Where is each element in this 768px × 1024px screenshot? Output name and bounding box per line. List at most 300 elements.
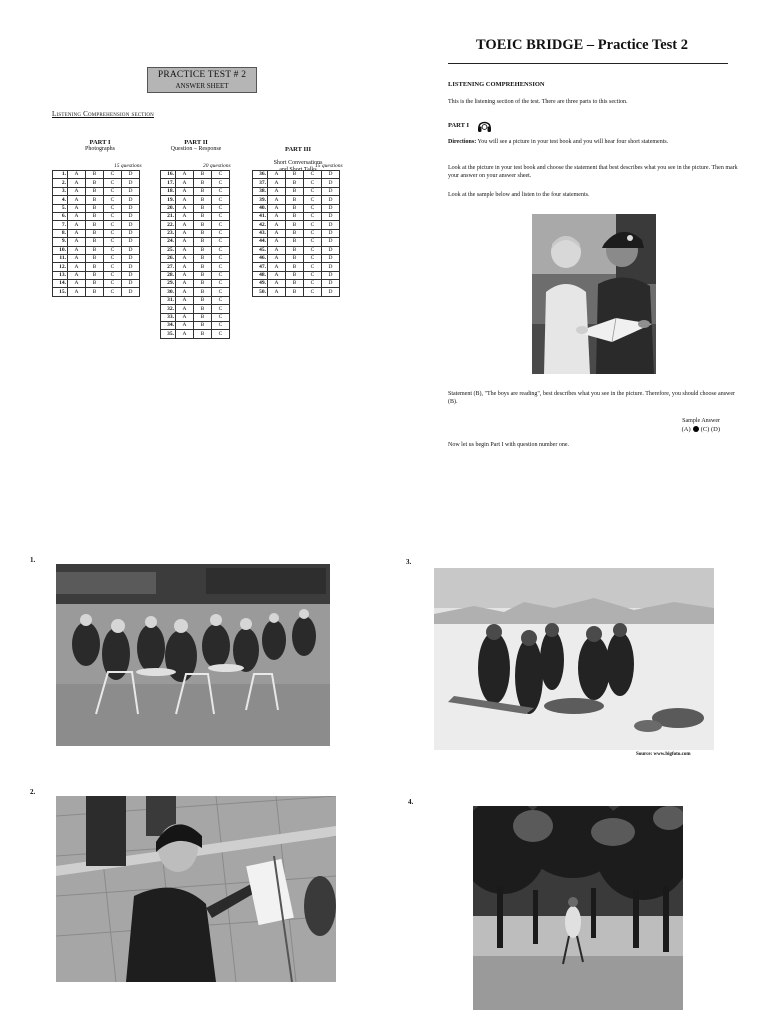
question-number: 22.	[161, 221, 176, 229]
answer-row	[161, 305, 230, 313]
directions-label: Directions:	[448, 139, 477, 145]
answer-choice-d[interactable]: D	[322, 179, 340, 187]
answer-choice-c[interactable]: C	[304, 204, 322, 212]
answer-choice-b[interactable]: B	[194, 313, 212, 321]
answer-choice-c[interactable]: C	[104, 246, 122, 254]
answer-row	[53, 280, 140, 288]
answer-row	[53, 263, 140, 271]
answer-row	[161, 288, 230, 296]
answer-choice-b[interactable]: B	[86, 288, 104, 296]
answer-choice-b[interactable]: B	[286, 221, 304, 229]
answer-choice-a[interactable]: A	[68, 204, 86, 212]
sample-option-a: (A)	[681, 426, 691, 433]
answer-row	[53, 288, 140, 296]
begin-instruction: Now let us begin Part I with question number one.	[448, 442, 569, 448]
answer-choice-c[interactable]: C	[104, 221, 122, 229]
answer-choice-d[interactable]: D	[322, 238, 340, 246]
question-number: 44.	[253, 238, 268, 246]
answer-choice-d[interactable]: D	[122, 288, 140, 296]
question-3-photo-snow	[434, 568, 714, 750]
question-3-number: 3.	[406, 558, 412, 566]
answer-choice-b[interactable]: B	[194, 179, 212, 187]
answer-choice-b[interactable]: B	[194, 196, 212, 204]
answer-choice-b[interactable]: B	[194, 171, 212, 179]
listening-instructions-page	[432, 26, 750, 466]
answer-choice-b[interactable]: B	[86, 246, 104, 254]
answer-choice-b[interactable]: B	[286, 179, 304, 187]
answer-choice-c[interactable]: C	[104, 288, 122, 296]
answer-choice-a[interactable]: A	[176, 187, 194, 195]
answer-choice-c[interactable]: C	[304, 288, 322, 296]
answer-choice-d[interactable]: D	[122, 229, 140, 237]
answer-choice-a[interactable]: A	[176, 179, 194, 187]
answer-choice-c[interactable]: C	[304, 196, 322, 204]
answer-choice-c[interactable]: C	[212, 263, 230, 271]
answer-row	[161, 296, 230, 304]
answer-choice-c[interactable]: C	[104, 280, 122, 288]
answer-row	[253, 246, 340, 254]
answer-choice-a[interactable]: A	[176, 280, 194, 288]
answer-choice-a[interactable]: A	[176, 330, 194, 338]
question-number: 27.	[161, 263, 176, 271]
question-2-number: 2.	[30, 788, 36, 796]
answer-row	[253, 187, 340, 195]
answer-sheet-title: PRACTICE TEST # 2	[157, 70, 247, 80]
answer-row	[253, 196, 340, 204]
answer-choice-b[interactable]: B	[86, 254, 104, 262]
answer-choice-c[interactable]: C	[304, 238, 322, 246]
answer-row	[161, 171, 230, 179]
question-number: 9.	[53, 238, 68, 246]
answer-row	[253, 238, 340, 246]
question-number: 37.	[253, 179, 268, 187]
question-1-number: 1.	[30, 556, 36, 564]
answer-choice-c[interactable]: C	[304, 212, 322, 220]
sample-option-d: (D)	[710, 426, 720, 433]
answer-choice-a[interactable]: A	[268, 263, 286, 271]
answer-row	[161, 229, 230, 237]
answer-choice-b[interactable]: B	[86, 280, 104, 288]
answer-choice-c[interactable]: C	[104, 179, 122, 187]
question-number: 46.	[253, 254, 268, 262]
question-4-photo-park	[473, 806, 683, 1010]
answer-choice-c[interactable]: C	[304, 187, 322, 195]
answer-choice-b[interactable]: B	[286, 229, 304, 237]
answer-choice-b[interactable]: B	[194, 288, 212, 296]
answer-choice-b[interactable]: B	[194, 271, 212, 279]
question-number: 40.	[253, 204, 268, 212]
answer-row	[53, 179, 140, 187]
question-number: 18.	[161, 187, 176, 195]
part-2-answer-grid	[160, 170, 230, 339]
answer-choice-b[interactable]: B	[286, 288, 304, 296]
part-1-answer-grid	[52, 170, 140, 297]
answer-choice-c[interactable]: C	[304, 271, 322, 279]
answer-choice-c[interactable]: C	[212, 212, 230, 220]
answer-choice-c[interactable]: C	[212, 313, 230, 321]
answer-row	[161, 187, 230, 195]
answer-choice-c[interactable]: C	[212, 288, 230, 296]
answer-choice-b[interactable]: B	[286, 271, 304, 279]
answer-choice-a[interactable]: A	[176, 204, 194, 212]
answer-choice-b[interactable]: B	[286, 263, 304, 271]
answer-row	[161, 212, 230, 220]
listening-intro: This is the listening section of the test. There are three parts to this section.	[448, 99, 628, 105]
answer-choice-b[interactable]: B	[286, 212, 304, 220]
answer-choice-c[interactable]: C	[104, 263, 122, 271]
answer-choice-a[interactable]: A	[268, 238, 286, 246]
answer-choice-a[interactable]: A	[68, 171, 86, 179]
answer-choice-a[interactable]: A	[68, 212, 86, 220]
answer-row	[161, 204, 230, 212]
sample-option-c: (C)	[700, 426, 710, 433]
answer-choice-b[interactable]: B	[286, 246, 304, 254]
answer-sheet-title-box	[147, 67, 257, 93]
answer-choice-a[interactable]: A	[176, 221, 194, 229]
answer-choice-b[interactable]: B	[86, 179, 104, 187]
answer-row	[253, 263, 340, 271]
answer-choice-c[interactable]: C	[212, 221, 230, 229]
answer-choice-d[interactable]: D	[322, 221, 340, 229]
question-number: 47.	[253, 263, 268, 271]
answer-choice-d[interactable]: D	[322, 196, 340, 204]
answer-choice-a[interactable]: A	[68, 187, 86, 195]
answer-choice-a[interactable]: A	[268, 171, 286, 179]
question-number: 49.	[253, 280, 268, 288]
answer-choice-a[interactable]: A	[176, 271, 194, 279]
answer-row	[161, 322, 230, 330]
answer-choice-a[interactable]: A	[268, 288, 286, 296]
answer-row	[161, 238, 230, 246]
question-number: 15.	[53, 288, 68, 296]
answer-choice-c[interactable]: C	[304, 229, 322, 237]
answer-row	[53, 271, 140, 279]
answer-choice-a[interactable]: A	[176, 212, 194, 220]
answer-row	[253, 204, 340, 212]
photos-page-right	[396, 540, 742, 1014]
answer-choice-d[interactable]: D	[322, 263, 340, 271]
answer-choice-b[interactable]: B	[86, 212, 104, 220]
answer-choice-a[interactable]: A	[176, 229, 194, 237]
answer-choice-b[interactable]: B	[86, 196, 104, 204]
answer-row	[53, 229, 140, 237]
part-1-desc: Photographs	[85, 146, 115, 152]
answer-choice-d[interactable]: D	[322, 229, 340, 237]
question-number: 3.	[53, 187, 68, 195]
question-number: 6.	[53, 212, 68, 220]
answer-choice-c[interactable]: C	[104, 254, 122, 262]
question-1-photo-cafe	[56, 564, 330, 746]
answer-choice-d[interactable]: D	[122, 221, 140, 229]
question-2-photo-artist	[56, 796, 336, 982]
answer-row	[253, 254, 340, 262]
sample-answer-options	[682, 426, 720, 433]
answer-row	[253, 229, 340, 237]
answer-choice-b[interactable]: B	[194, 238, 212, 246]
answer-choice-a[interactable]: A	[68, 179, 86, 187]
answer-choice-a[interactable]: A	[68, 254, 86, 262]
answer-choice-a[interactable]: A	[176, 254, 194, 262]
answer-choice-a[interactable]: A	[176, 246, 194, 254]
answer-choice-b[interactable]: B	[286, 238, 304, 246]
answer-row	[161, 313, 230, 321]
answer-choice-a[interactable]: A	[176, 171, 194, 179]
answer-choice-a[interactable]: A	[176, 263, 194, 271]
answer-choice-c[interactable]: C	[304, 246, 322, 254]
answer-choice-d[interactable]: D	[322, 212, 340, 220]
answer-choice-a[interactable]: A	[68, 196, 86, 204]
answer-choice-a[interactable]: A	[68, 229, 86, 237]
directions-text	[448, 138, 744, 146]
question-number: 30.	[161, 288, 176, 296]
answer-choice-a[interactable]: A	[68, 288, 86, 296]
answer-choice-d[interactable]: D	[122, 196, 140, 204]
answer-choice-b[interactable]: B	[86, 221, 104, 229]
answer-row	[53, 212, 140, 220]
answer-choice-d[interactable]: D	[122, 187, 140, 195]
answer-choice-b[interactable]: B	[194, 280, 212, 288]
answer-choice-c[interactable]: C	[304, 263, 322, 271]
answer-choice-a[interactable]: A	[68, 263, 86, 271]
answer-choice-a[interactable]: A	[68, 271, 86, 279]
answer-choice-d[interactable]: D	[322, 280, 340, 288]
answer-choice-a[interactable]: A	[176, 196, 194, 204]
answer-choice-b[interactable]: B	[194, 204, 212, 212]
answer-choice-d[interactable]: D	[122, 212, 140, 220]
answer-choice-c[interactable]: C	[104, 196, 122, 204]
answer-choice-b[interactable]: B	[194, 330, 212, 338]
answer-choice-d[interactable]: D	[322, 204, 340, 212]
answer-choice-a[interactable]: A	[268, 187, 286, 195]
headphones-icon	[477, 118, 492, 134]
answer-choice-d[interactable]: D	[122, 254, 140, 262]
sample-answer-label: Sample Answer	[682, 418, 720, 424]
answer-choice-d[interactable]: D	[322, 254, 340, 262]
answer-choice-b[interactable]: B	[86, 263, 104, 271]
answer-choice-b[interactable]: B	[194, 296, 212, 304]
part-2-count: 20 questions	[203, 163, 231, 169]
answer-choice-b[interactable]: B	[86, 204, 104, 212]
answer-choice-d[interactable]: D	[122, 179, 140, 187]
answer-choice-b[interactable]: B	[194, 305, 212, 313]
answer-choice-c[interactable]: C	[104, 187, 122, 195]
answer-choice-c[interactable]: C	[304, 171, 322, 179]
answer-choice-c[interactable]: C	[104, 271, 122, 279]
answer-choice-d[interactable]: D	[122, 263, 140, 271]
answer-choice-a[interactable]: A	[68, 246, 86, 254]
answer-row	[253, 171, 340, 179]
answer-row	[53, 171, 140, 179]
answer-choice-c[interactable]: C	[212, 322, 230, 330]
sample-photo-boys-reading	[532, 214, 656, 374]
answer-choice-b[interactable]: B	[86, 187, 104, 195]
answer-choice-c[interactable]: C	[304, 221, 322, 229]
answer-choice-a[interactable]: A	[176, 288, 194, 296]
question-number: 21.	[161, 212, 176, 220]
answer-choice-c[interactable]: C	[212, 179, 230, 187]
part-3-name: PART III	[284, 146, 312, 153]
answer-choice-a[interactable]: A	[268, 204, 286, 212]
answer-choice-b[interactable]: B	[286, 254, 304, 262]
answer-choice-b[interactable]: B	[286, 196, 304, 204]
answer-choice-c[interactable]: C	[104, 171, 122, 179]
answer-choice-d[interactable]: D	[122, 271, 140, 279]
question-number: 43.	[253, 229, 268, 237]
answer-choice-c[interactable]: C	[212, 280, 230, 288]
answer-choice-a[interactable]: A	[268, 196, 286, 204]
answer-choice-b[interactable]: B	[86, 229, 104, 237]
answer-choice-c[interactable]: C	[212, 271, 230, 279]
answer-row	[53, 196, 140, 204]
title-rule	[448, 63, 728, 64]
answer-choice-d[interactable]: D	[322, 246, 340, 254]
answer-choice-a[interactable]: A	[176, 322, 194, 330]
answer-choice-a[interactable]: A	[176, 296, 194, 304]
answer-choice-a[interactable]: A	[268, 246, 286, 254]
filled-bubble-icon	[693, 426, 699, 432]
question-number: 41.	[253, 212, 268, 220]
answer-choice-c[interactable]: C	[212, 330, 230, 338]
answer-choice-c[interactable]: C	[104, 229, 122, 237]
answer-choice-b[interactable]: B	[194, 229, 212, 237]
instructions-look-picture: Look at the picture in your test book and choose the statement that best describes what you see in the picture. Then mark your answer on your answer sheet.	[448, 165, 738, 179]
part-1-header	[60, 139, 140, 153]
question-number: 23.	[161, 229, 176, 237]
question-number: 50.	[253, 288, 268, 296]
answer-choice-a[interactable]: A	[176, 313, 194, 321]
instructions-look-sample: Look at the sample below and listen to the four statements.	[448, 192, 590, 198]
question-number: 35.	[161, 330, 176, 338]
answer-choice-d[interactable]: D	[322, 271, 340, 279]
answer-choice-a[interactable]: A	[68, 238, 86, 246]
answer-choice-a[interactable]: A	[176, 238, 194, 246]
part-3-answer-grid	[252, 170, 340, 297]
answer-row	[161, 221, 230, 229]
question-number: 28.	[161, 271, 176, 279]
answer-choice-a[interactable]: A	[268, 280, 286, 288]
answer-choice-b[interactable]: B	[286, 187, 304, 195]
answer-choice-c[interactable]: C	[212, 296, 230, 304]
answer-choice-d[interactable]: D	[322, 288, 340, 296]
answer-choice-a[interactable]: A	[268, 254, 286, 262]
question-number: 10.	[53, 246, 68, 254]
question-number: 8.	[53, 229, 68, 237]
answer-choice-c[interactable]: C	[212, 196, 230, 204]
answer-row	[253, 271, 340, 279]
answer-choice-d[interactable]: D	[122, 246, 140, 254]
question-number: 26.	[161, 254, 176, 262]
answer-choice-c[interactable]: C	[104, 204, 122, 212]
question-number: 31.	[161, 296, 176, 304]
answer-choice-c[interactable]: C	[212, 254, 230, 262]
question-number: 34.	[161, 322, 176, 330]
question-number: 29.	[161, 280, 176, 288]
directions-body: You will see a picture in your test book and you will hear four short statements.	[477, 139, 669, 145]
answer-choice-a[interactable]: A	[68, 280, 86, 288]
answer-choice-d[interactable]: D	[322, 187, 340, 195]
answer-choice-c[interactable]: C	[212, 238, 230, 246]
answer-choice-b[interactable]: B	[194, 187, 212, 195]
question-number: 48.	[253, 271, 268, 279]
answer-row	[161, 330, 230, 338]
question-number: 14.	[53, 280, 68, 288]
answer-choice-a[interactable]: A	[268, 271, 286, 279]
answer-choice-a[interactable]: A	[268, 212, 286, 220]
answer-choice-a[interactable]: A	[268, 229, 286, 237]
question-number: 38.	[253, 187, 268, 195]
answer-choice-a[interactable]: A	[268, 179, 286, 187]
answer-choice-b[interactable]: B	[194, 246, 212, 254]
answer-choice-c[interactable]: C	[212, 305, 230, 313]
part-3-desc: Short Conversations and Short Talks	[273, 160, 323, 173]
question-number: 11.	[53, 254, 68, 262]
answer-choice-b[interactable]: B	[286, 280, 304, 288]
answer-choice-b[interactable]: B	[86, 238, 104, 246]
answer-choice-c[interactable]: C	[304, 280, 322, 288]
answer-choice-c[interactable]: C	[212, 187, 230, 195]
question-number: 7.	[53, 221, 68, 229]
answer-choice-c[interactable]: C	[212, 229, 230, 237]
answer-row	[161, 263, 230, 271]
part-1-name: PART I	[89, 139, 111, 146]
answer-choice-c[interactable]: C	[212, 171, 230, 179]
photos-page-left	[20, 540, 366, 1014]
part-3-count: 15 questions	[315, 163, 343, 169]
question-number: 36.	[253, 171, 268, 179]
answer-choice-b[interactable]: B	[86, 271, 104, 279]
answer-choice-a[interactable]: A	[268, 221, 286, 229]
answer-choice-d[interactable]: D	[122, 171, 140, 179]
answer-row	[253, 212, 340, 220]
part-2-header	[156, 139, 236, 153]
part-2-desc: Question – Response	[170, 146, 222, 152]
question-number: 16.	[161, 171, 176, 179]
sample-explanation: Statement (B), "The boys are reading", best describes what you see in the picture. Therefore, you should choose answer (B).	[448, 391, 736, 405]
answer-choice-b[interactable]: B	[86, 171, 104, 179]
answer-row	[161, 271, 230, 279]
answer-choice-d[interactable]: D	[122, 238, 140, 246]
answer-choice-c[interactable]: C	[212, 246, 230, 254]
answer-choice-a[interactable]: A	[176, 305, 194, 313]
answer-sheet-subtitle: ANSWER SHEET	[175, 82, 229, 90]
answer-choice-c[interactable]: C	[304, 179, 322, 187]
answer-choice-b[interactable]: B	[194, 221, 212, 229]
answer-choice-d[interactable]: D	[122, 280, 140, 288]
answer-choice-a[interactable]: A	[68, 221, 86, 229]
answer-choice-b[interactable]: B	[194, 263, 212, 271]
answer-choice-d[interactable]: D	[122, 204, 140, 212]
answer-row	[53, 246, 140, 254]
part-2-name: PART II	[184, 139, 208, 146]
answer-choice-b[interactable]: B	[286, 204, 304, 212]
answer-choice-b[interactable]: B	[194, 212, 212, 220]
answer-row	[253, 179, 340, 187]
answer-choice-c[interactable]: C	[104, 212, 122, 220]
answer-choice-c[interactable]: C	[304, 254, 322, 262]
question-number: 42.	[253, 221, 268, 229]
test-title: TOEIC BRIDGE – Practice Test 2	[476, 37, 688, 53]
answer-choice-b[interactable]: B	[194, 254, 212, 262]
answer-choice-c[interactable]: C	[104, 238, 122, 246]
answer-row	[53, 187, 140, 195]
answer-choice-b[interactable]: B	[194, 322, 212, 330]
question-number: 5.	[53, 204, 68, 212]
answer-choice-c[interactable]: C	[212, 204, 230, 212]
question-number: 24.	[161, 238, 176, 246]
answer-row	[253, 288, 340, 296]
answer-choice-d[interactable]: D	[322, 171, 340, 179]
answer-choice-b[interactable]: B	[286, 171, 304, 179]
